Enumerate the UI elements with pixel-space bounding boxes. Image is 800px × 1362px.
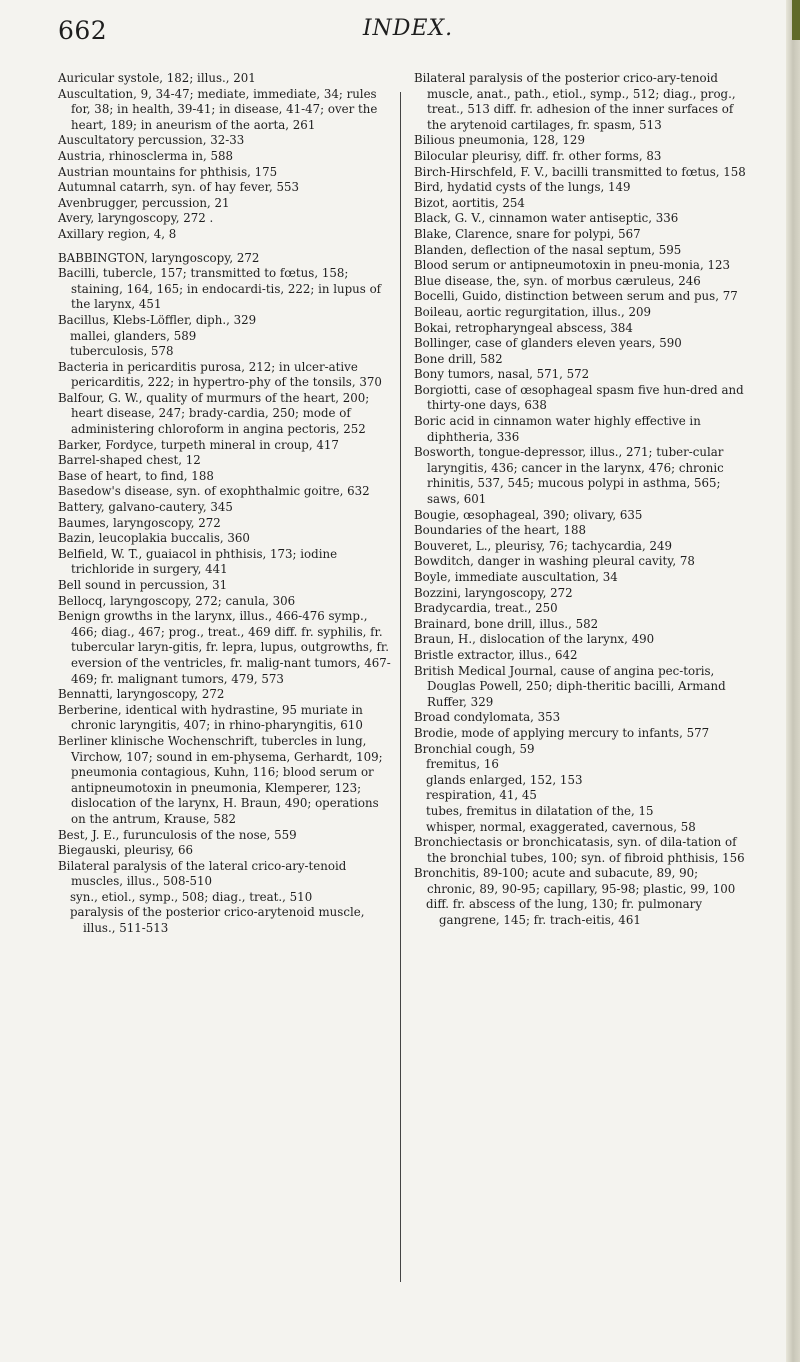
index-entry: Barrel-shaped chest, 12: [58, 453, 201, 468]
index-entry: Avenbrugger, percussion, 21: [58, 195, 230, 210]
index-entry: Base of heart, to find, 188: [58, 468, 214, 483]
index-entry: Bokai, retropharyngeal abscess, 384: [414, 320, 633, 335]
index-subentry: respiration, 41, 45: [426, 788, 537, 803]
index-entry: Bony tumors, nasal, 571, 572: [414, 367, 590, 382]
index-entry: Bone drill, 582: [414, 351, 503, 366]
index-entry: Biegauski, pleurisy, 66: [58, 843, 194, 858]
index-entry: Borgiotti, case of œsophageal spasm five hun-dred and thirty-one days, 638: [414, 382, 744, 413]
index-entry: Autumnal catarrh, syn. of hay fever, 553: [58, 180, 300, 195]
index-entry: Basedow's disease, syn. of exophthalmic goitre, 632: [58, 484, 370, 499]
index-entry: Bronchitis, 89-100; acute and subacute, 89, 90; chronic, 89, 90-95; capillary, 95-98; plastic, 99, 100: [414, 866, 736, 896]
column-divider: [400, 92, 401, 1282]
index-entry: Bizot, aortitis, 254: [414, 195, 525, 210]
index-entry: Boileau, aortic regurgitation, illus., 209: [414, 304, 652, 319]
index-entry: Bilateral paralysis of the posterior crico-ary-tenoid muscle, anat., path., etiol., symp., 512; diag., prog., treat., 513 diff. fr. adhesion of the inner surfaces of the arytenoid cartilages, fr. spasm, 513: [414, 71, 736, 132]
index-subentry: fremitus, 16: [426, 757, 499, 772]
index-entry: Berberine, identical with hydrastine, 95 muriate in chronic laryngitis, 407; in rhino-pharyngitis, 610: [58, 702, 363, 733]
index-entry: Barker, Fordyce, turpeth mineral in croup, 417: [58, 437, 339, 452]
index-entry: British Medical Journal, cause of angina pec-toris, Douglas Powell, 250; diph-theritic bacilli, Armand Ruffer, 329: [414, 663, 726, 709]
index-entry: Bouveret, L., pleurisy, 76; tachycardia, 249: [414, 538, 672, 553]
index-entry: Bocelli, Guido, distinction between serum and pus, 77: [414, 289, 738, 304]
index-entry: Bennatti, laryngoscopy, 272: [58, 687, 225, 702]
index-entry: Bacillus, Klebs-Löffler, diph., 329: [58, 312, 257, 327]
index-subentry: whisper, normal, exaggerated, cavernous, 58: [426, 819, 696, 834]
index-entry: Baumes, laryngoscopy, 272: [58, 515, 221, 530]
index-entry: Benign growths in the larynx, illus., 466-476 symp., 466; diag., 467; prog., treat., 469 diff. fr. syphilis, fr. tubercular laryn-gitis, fr. lepra, lupus, outgrowths, fr. eversion of the ventricles, fr. malig-nant tumors, 467-469; fr. malignant tumors, 479, 573: [58, 609, 391, 686]
index-subentry: diff. fr. abscess of the lung, 130; fr. pulmonary gangrene, 145; fr. trach-eitis, 461: [426, 897, 702, 928]
index-entry: Bronchial cough, 59: [414, 741, 535, 756]
index-entry: Bosworth, tongue-depressor, illus., 271; tuber-cular laryngitis, 436; cancer in the larynx, 476; chronic rhinitis, 537, 545; mucous polypi in asthma, 565; saws, 601: [414, 445, 724, 507]
index-entry: Black, G. V., cinnamon water antiseptic, 336: [414, 211, 679, 226]
index-entry: Boyle, immediate auscultation, 34: [414, 570, 618, 584]
index-column-right: [414, 71, 748, 929]
index-entry: Auscultatory percussion, 32-33: [58, 133, 245, 148]
index-entry: Best, J. E., furunculosis of the nose, 559: [58, 827, 297, 842]
index-entry: Bollinger, case of glanders eleven years, 590: [414, 336, 682, 351]
index-entry: Brodie, mode of applying mercury to infants, 577: [414, 725, 710, 740]
index-subentry: tubes, fremitus in dilatation of the, 15: [426, 803, 654, 818]
index-subentry: tuberculosis, 578: [70, 344, 174, 359]
index-entry: Austrian mountains for phthisis, 175: [58, 164, 278, 179]
index-entry: Bilocular pleurisy, diff. fr. other forms, 83: [414, 148, 662, 163]
page-edge: [786, 0, 800, 1362]
index-entry: Balfour, G. W., quality of murmurs of the heart, 200; heart disease, 247; brady-cardia, 250; mode of administering chloroform in angina pectoris, 252: [58, 390, 370, 437]
index-entry: Auricular systole, 182; illus., 201: [58, 71, 256, 85]
index-column-left: [58, 71, 392, 937]
index-entry: Bell sound in percussion, 31: [58, 578, 228, 592]
index-entry: Brainard, bone drill, illus., 582: [414, 616, 599, 631]
index-entry: Berliner klinische Wochenschrift, tubercles in lung, Virchow, 107; sound in em-physema, Gerhardt, 109; pneumonia contagious, Kuhn, 116; blood serum or antipneumotoxin in pneumonia, Klemperer, 123; dislocation of the larynx, H. Braun, 490; operations on the antrum, Krause, 582: [58, 733, 383, 826]
index-entry: Bougie, œsophageal, 390; olivary, 635: [414, 507, 643, 522]
index-entry: Bronchiectasis or bronchicatasis, syn. of dila-tation of the bronchial tubes, 100; syn. of fibroid phthisis, 156: [414, 835, 745, 865]
page-header: [58, 16, 758, 56]
index-entry: Braun, H., dislocation of the larynx, 490: [414, 632, 655, 647]
index-entry: Blood serum or antipneumotoxin in pneu-monia, 123: [414, 258, 730, 273]
index-entry: Blanden, deflection of the nasal septum, 595: [414, 242, 682, 257]
index-entry: Bozzini, laryngoscopy, 272: [414, 585, 573, 600]
index-subentry: mallei, glanders, 589: [70, 328, 197, 343]
index-entry: Bilateral paralysis of the lateral crico-ary-tenoid muscles, illus., 508-510: [58, 858, 347, 889]
index-subentry: paralysis of the posterior crico-arytenoid muscle, illus., 511-513: [70, 905, 365, 936]
edge-mark: [792, 0, 800, 40]
index-entry: Bowditch, danger in washing pleural cavity, 78: [414, 554, 695, 569]
index-entry: Battery, galvano-cautery, 345: [58, 500, 233, 515]
index-entry: Boundaries of the heart, 188: [414, 523, 587, 538]
index-entry: Blue disease, the, syn. of morbus cæruleus, 246: [414, 273, 701, 288]
index-entry: Austria, rhinosclerma in, 588: [58, 148, 233, 163]
index-entry: BABBINGTON, laryngoscopy, 272: [58, 250, 260, 265]
index-entry: Bacteria in pericarditis purosa, 212; in ulcer-ative pericarditis, 222; in hypertro-phy of the tonsils, 370: [58, 359, 382, 390]
index-entry: Bellocq, laryngoscopy, 272; canula, 306: [58, 593, 296, 608]
index-subentry: syn., etiol., symp., 508; diag., treat., 510: [70, 889, 313, 904]
index-entry: Bradycardia, treat., 250: [414, 601, 558, 616]
index-entry: Broad condylomata, 353: [414, 710, 561, 725]
page-number: 662: [58, 16, 108, 45]
index-entry: Birch-Hirschfeld, F. V., bacilli transmitted to fœtus, 158: [414, 164, 746, 179]
index-entry: Axillary region, 4, 8: [58, 226, 177, 241]
index-subentry: glands enlarged, 152, 153: [426, 772, 583, 787]
index-entry: Auscultation, 9, 34-47; mediate, immediate, 34; rules for, 38; in health, 39-41; in disease, 41-47; over the heart, 189; in aneurism of the aorta, 261: [58, 86, 378, 132]
index-entry: Bacilli, tubercle, 157; transmitted to fœtus, 158; staining, 164, 165; in endocardi-tis, 222; in lupus of the larynx, 451: [58, 266, 382, 312]
index-entry: Blake, Clarence, snare for polypi, 567: [414, 226, 641, 241]
index-entry: Avery, laryngoscopy, 272 .: [58, 211, 214, 226]
index-entry: Bilious pneumonia, 128, 129: [414, 133, 585, 148]
index-entry: Belfield, W. T., guaiacol in phthisis, 173; iodine trichloride in surgery, 441: [58, 546, 338, 577]
index-entry: Bird, hydatid cysts of the lungs, 149: [414, 180, 631, 195]
index-entry: Bazin, leucoplakia buccalis, 360: [58, 531, 250, 546]
running-title: INDEX.: [362, 16, 454, 41]
index-entry: Bristle extractor, illus., 642: [414, 647, 578, 662]
index-entry: Boric acid in cinnamon water highly effective in diphtheria, 336: [414, 414, 701, 444]
